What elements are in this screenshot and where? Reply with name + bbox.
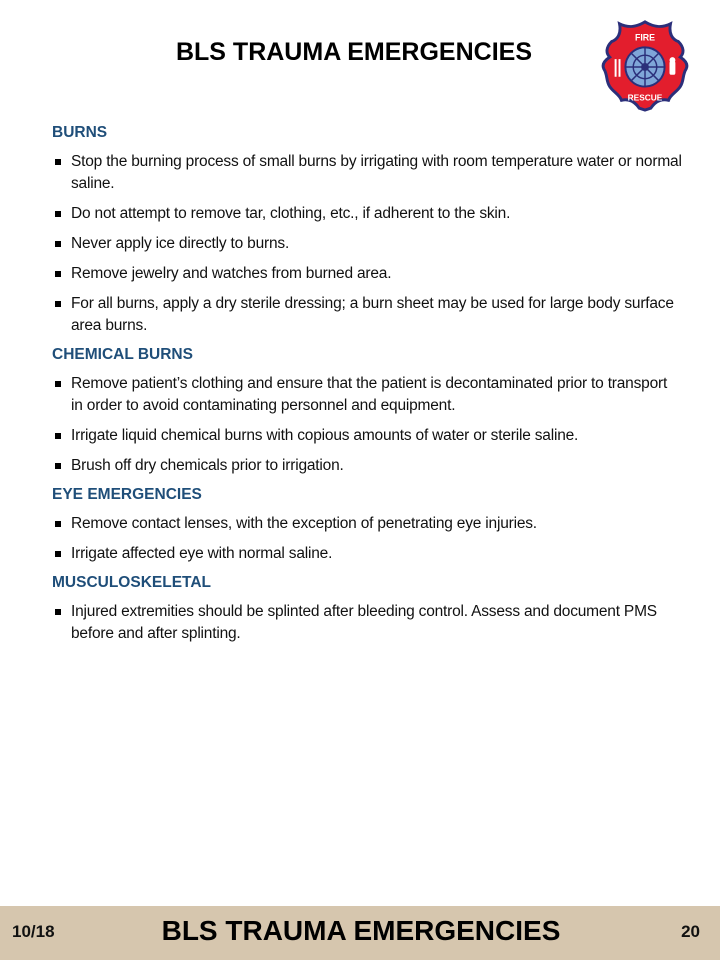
square-bullet-icon [55,609,61,615]
square-bullet-icon [55,433,61,439]
list-item [52,263,682,285]
bullet-text: Stop the burning process of small burns by irrigating with room temperature water or normal saline. [71,153,682,192]
bullet-text: Do not attempt to remove tar, clothing, etc., if adherent to the skin. [71,205,511,222]
square-bullet-icon [55,159,61,165]
list-item [52,233,682,255]
list-item [52,455,682,477]
bullet-text: Remove patient’s clothing and ensure that the patient is decontaminated prior to transport in order to avoid contaminating personnel and equipment. [71,375,668,414]
bullet-text: Never apply ice directly to burns. [71,235,290,252]
bullet-text: Remove contact lenses, with the exception of penetrating eye injuries. [71,515,537,532]
bullet-text: For all burns, apply a dry sterile dressing; a burn sheet may be used for large body surface area burns. [71,295,674,334]
square-bullet-icon [55,241,61,247]
list-item [52,601,682,645]
footer-date: 10/18 [12,922,55,941]
page-number: 20 [681,922,700,941]
list-item [52,425,682,447]
bullet-text: Injured extremities should be splinted after bleeding control. Assess and document PMS before and after splinting. [71,603,657,642]
bullet-list-burns [52,151,682,337]
svg-text:RESCUE: RESCUE [627,92,663,103]
section-heading-eye-emergencies: EYE EMERGENCIES [52,486,202,503]
bullet-list-musculoskeletal [52,601,682,645]
list-item [52,151,682,195]
list-item [52,203,682,225]
page-title: BLS TRAUMA EMERGENCIES [175,38,533,66]
slide-content [52,123,682,653]
bullet-list-eye-emergencies [52,513,682,565]
fire-rescue-logo-icon [596,16,694,114]
footer-title-text: BLS TRAUMA EMERGENCIES [161,915,561,946]
square-bullet-icon [55,551,61,557]
bullet-text: Irrigate liquid chemical burns with copious amounts of water or sterile saline. [71,427,579,444]
list-item [52,373,682,417]
square-bullet-icon [55,463,61,469]
slide-footer [0,906,720,960]
square-bullet-icon [55,211,61,217]
section-heading-burns: BURNS [52,124,108,141]
section-heading-chemical-burns: CHEMICAL BURNS [52,346,193,363]
list-item [52,293,682,337]
bullet-text: Brush off dry chemicals prior to irrigation. [71,457,344,474]
svg-text:FIRE: FIRE [634,32,656,43]
square-bullet-icon [55,521,61,527]
section-heading-musculoskeletal: MUSCULOSKELETAL [52,574,212,591]
square-bullet-icon [55,301,61,307]
list-item [52,543,682,565]
square-bullet-icon [55,381,61,387]
bullet-text: Remove jewelry and watches from burned area. [71,265,392,282]
list-item [52,513,682,535]
bullet-list-chemical-burns [52,373,682,477]
bullet-text: Irrigate affected eye with normal saline. [71,545,333,562]
square-bullet-icon [55,271,61,277]
footer-title [0,915,720,947]
